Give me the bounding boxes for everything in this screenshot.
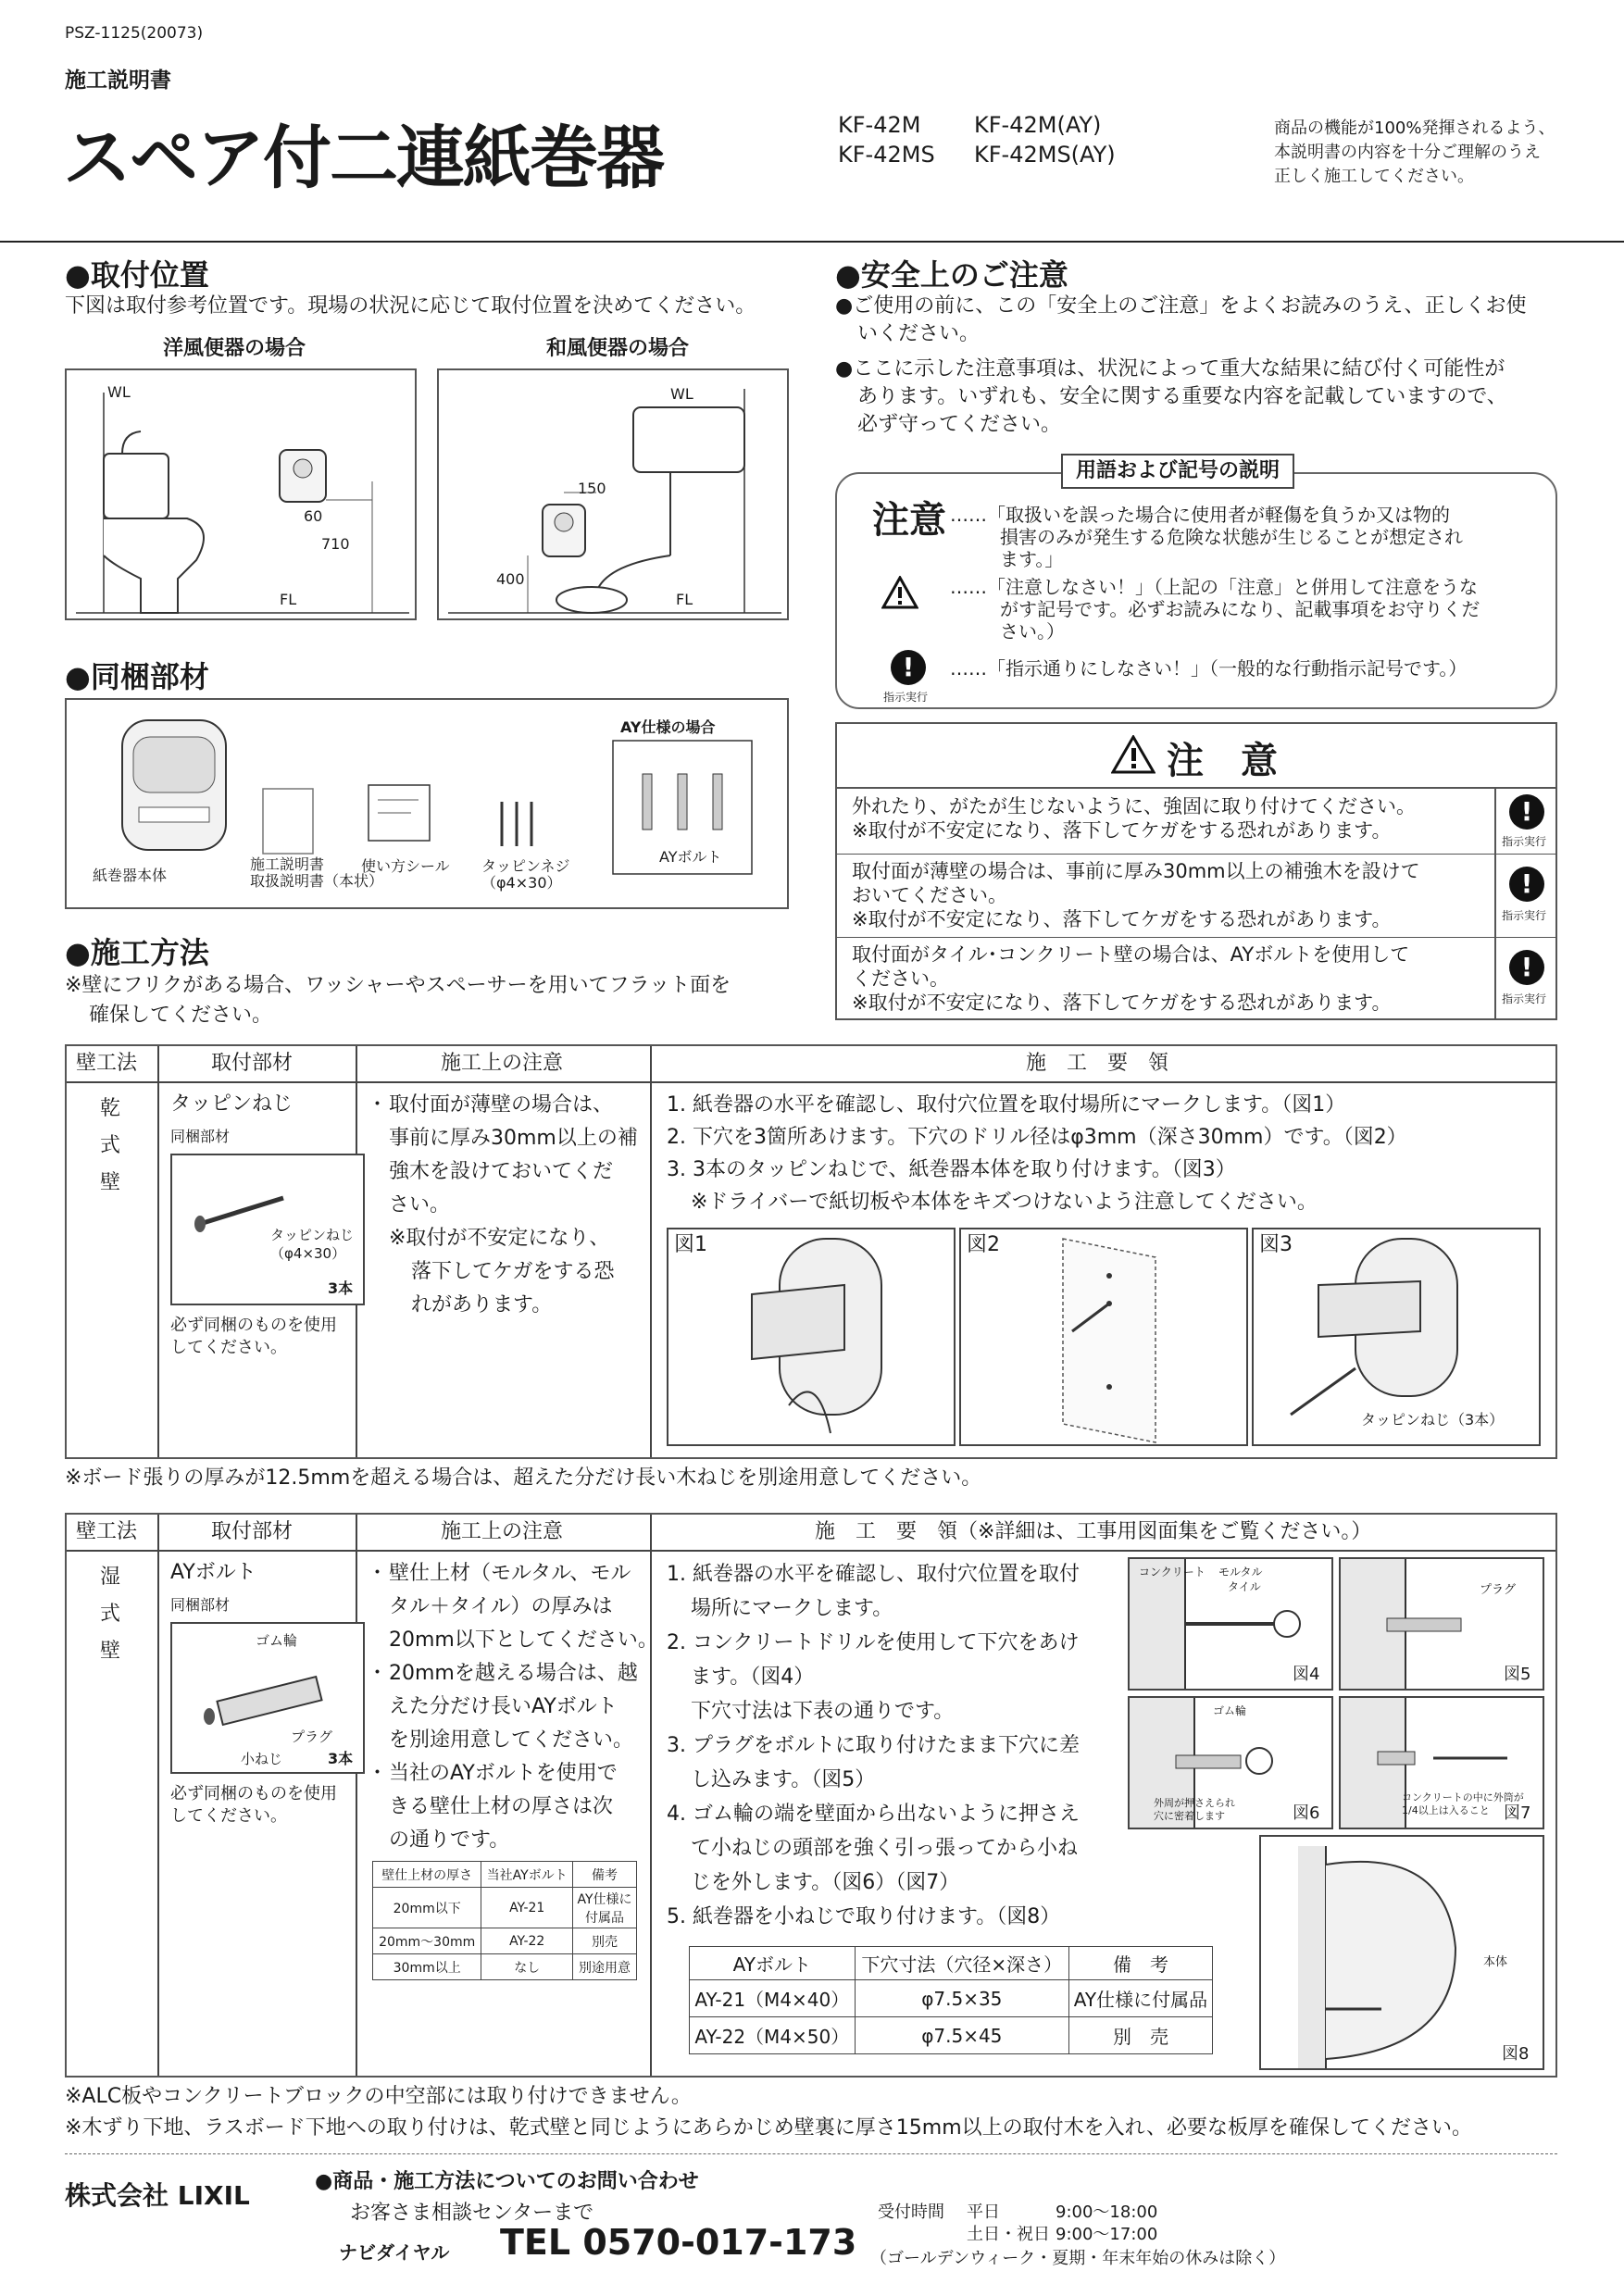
ay-spec-label: AY仕様の場合 <box>620 718 716 736</box>
method-note-2: 確保してください。 <box>89 1004 273 1027</box>
dry-steps: 1. 紙巻器の水平を確認し、取付穴位置を取付場所にマークします。（図1） 2. 下穴を3箇所あけます。下穴のドリル径はφ3mm（深さ30mm）です。（図2） 3. 3本のタッピンねじで、紙巻器本体を取り付けます。（図3） ※ドライバーで紙切板や本体をキズつけないよう注意してください。 <box>667 1093 1407 1214</box>
weekend-time: 9:00～17:00 <box>1056 2225 1158 2244</box>
dry-wall-type: 乾 式 壁 <box>100 1097 121 1194</box>
wet-bolt-figure: ゴム輪 プラグ 小ねじ 3本 <box>170 1622 365 1774</box>
wet-qty: 3本 <box>328 1750 354 1767</box>
wet-notes: ･ 壁仕上材（モルタル、モル タル＋タイル）の厚みは 20mm以下としてください。 ･ 20mmを越える場合は、越 えた分だけ長いAYボルト を別途用意してください。 ･ 当社のAYボルトを使用で きる壁仕上材の厚さは次 の通りです。 <box>372 1562 658 1852</box>
alc-note: ※ALC板やコンクリートブロックの中空部には取り付けできません。 <box>65 2085 692 2108</box>
dry-must: 必ず同梱のものを使用 してください。 <box>170 1316 337 1357</box>
caution-box <box>835 722 1557 1020</box>
method-note-1: ※壁にフリクがある場合、ワッシャーやスペーサーを用いてフラット面を <box>65 974 731 997</box>
figure-3: 図3 タッピンねじ（3本） <box>1252 1228 1541 1446</box>
contact-title: ●商品・施工方法についてのお問い合わせ <box>315 2170 699 2193</box>
hours-label: 受付時間 <box>878 2202 944 2222</box>
part-body: 紙巻器本体 <box>93 867 168 884</box>
model-1: KF-42M <box>838 112 921 138</box>
dry-header-steps: 施 工 要 領 <box>1026 1052 1169 1075</box>
chuui-word: 注意 <box>872 499 946 542</box>
western-toilet-drawing <box>67 370 415 618</box>
dry-wall-table <box>65 1044 1557 1459</box>
instruction-mark-icon: ! <box>1509 867 1544 902</box>
intro-text: 商品の機能が100%発揮されるよう、 本説明書の内容を十分ご理解のうえ 正しく施工してください。 <box>1274 119 1555 186</box>
contact-center: お客さま相談センターまで <box>350 2202 594 2225</box>
dry-notes: ･ 取付面が薄壁の場合は、 事前に厚み30mm以上の補 強木を設けておいてくだ さい。 ※取付が不安定になり、 落下してケガをする恐 れがあります。 <box>372 1093 638 1316</box>
figure-1: 図1 <box>667 1228 956 1446</box>
position-desc: 下図は取付参考位置です。現場の状況に応じて取付位置を決めてください。 <box>65 294 756 318</box>
dry-member-sub: 同梱部材 <box>170 1128 231 1145</box>
weekday-time: 9:00～18:00 <box>1056 2202 1158 2222</box>
figure-8: 本体 図8 <box>1259 1835 1544 2070</box>
term-1: ……「取扱いを誤った場合に使用者が軽傷を負うか又は物的 損害のみが発生する危険な状態が生じることが想定され ます。」 <box>950 504 1463 570</box>
wet-header-member: 取付部材 <box>211 1520 294 1543</box>
wet-header-steps: 施 工 要 領（※詳細は、工事用図面集をご覧ください。） <box>815 1520 1372 1543</box>
part-usage-manual: 取扱説明書（本状） <box>250 872 384 890</box>
figure-5: プラグ 図5 <box>1339 1557 1544 1691</box>
caution-title: 注 意 <box>1167 740 1278 782</box>
header-rule <box>0 241 1624 243</box>
model-3: KF-42MS <box>838 142 935 168</box>
board-note: ※ボード張りの厚みが12.5mmを超える場合は、超えた分だけ長い木ねじを別途用意してください。 <box>65 1466 982 1490</box>
japanese-toilet-figure <box>437 368 789 620</box>
part-manual: 施工説明書 <box>250 855 325 873</box>
figure-6: ゴム輪 外周が押さえられ 穴に密着します 図6 <box>1128 1696 1333 1829</box>
footer-rule <box>65 2153 1557 2155</box>
dry-header-member: 取付部材 <box>211 1052 294 1075</box>
lath-note: ※木ずり下地、ラスボード下地への取り付けは、乾式壁と同じようにあらかじめ壁裏に厚さ15mm以上の取付木を入れ、必要な板厚を確保してください。 <box>65 2116 1472 2140</box>
figure-2: 図2 <box>959 1228 1248 1446</box>
fl-label-japanese: FL <box>676 591 693 608</box>
instruction-mark-icon: ! <box>1509 950 1544 985</box>
caution-row-2: 取付面が薄壁の場合は、事前に厚み30mm以上の補強木を設けて おいてください。 ※取付が不安定になり、落下してケガをする恐れがあります。 ! 指示実行 <box>837 854 1555 938</box>
thickness-table: 壁仕上材の厚さ 当社AYボルト 備考 20mm以下 AY-21 AY仕様に付属品 20mm～30mm AY-22 別売 30mm以上 なし 別途用意 <box>372 1861 637 1980</box>
wet-member-sub: 同梱部材 <box>170 1596 231 1614</box>
instruction-mark-icon: ! <box>891 650 926 685</box>
safety-bullet-1: ●ご使用の前に、この「安全上のご注意」をよくお読みのうえ、正しくお使 いください。 <box>835 294 1527 345</box>
warning-triangle-icon <box>881 576 918 609</box>
wl-label-japanese: WL <box>670 385 693 403</box>
safety-bullet-2: ●ここに示した注意事項は、状況によって重大な結果に結び付く可能性が あります。いずれも、安全に関する重要な内容を記載していますので、 必ず守ってください。 <box>835 357 1507 436</box>
part-ay-bolt: AYボルト <box>659 848 722 866</box>
wet-member: AYボルト <box>170 1561 256 1584</box>
part-screw: タッピンネジ <box>481 857 570 875</box>
figure-4: コンクリート モルタル タイル 図4 <box>1128 1557 1333 1691</box>
wl-label-western: WL <box>107 383 131 401</box>
method-heading: ●施工方法 <box>65 935 209 970</box>
caution-row-3: 取付面がタイル･コンクリート壁の場合は、AYボルトを使用して ください。 ※取付が不安定になり、落下してケガをする恐れがあります。 ! 指示実行 <box>837 937 1555 1018</box>
dim-150: 150 <box>578 480 606 497</box>
navi-dial: ナビダイヤル <box>339 2241 450 2264</box>
dry-screw-figure: タッピンねじ （φ4×30） 3本 <box>170 1154 365 1305</box>
dim-400: 400 <box>496 570 525 588</box>
doc-code: PSZ-1125(20073) <box>65 24 204 43</box>
weekend-label: 土日・祝日 <box>967 2225 1050 2244</box>
instruction-mark-icon: ! <box>1509 794 1544 830</box>
figure-7: コンクリートの中に外筒が 1/4以上は入ること 図7 <box>1339 1696 1544 1829</box>
wet-header-notes: 施工上の注意 <box>441 1520 564 1543</box>
wet-wall-table <box>65 1513 1557 2078</box>
position-heading: ●取付位置 <box>65 257 209 293</box>
dry-member: タッピンねじ <box>170 1092 294 1116</box>
dry-header-wall: 壁工法 <box>76 1052 138 1075</box>
wet-header-wall: 壁工法 <box>76 1520 138 1543</box>
safety-heading: ●安全上のご注意 <box>835 257 1068 293</box>
instruction-mark-label: 指示実行 <box>883 691 929 704</box>
weekday-label: 平日 <box>967 2202 1000 2222</box>
japanese-label: 和風便器の場合 <box>546 337 690 360</box>
model-4: KF-42MS(AY) <box>974 142 1116 168</box>
term-3: ……「指示通りにしなさい！」（一般的な行動指示記号です。） <box>950 657 1468 680</box>
fl-label-western: FL <box>280 591 297 608</box>
fig3-screw-label: タッピンねじ（3本） <box>1361 1411 1505 1429</box>
bolt-table: AYボルト 下穴寸法（穴径×深さ） 備 考 AY-21（M4×40） φ7.5×35 AY仕様に付属品 AY-22（M4×50） φ7.5×45 別 売 <box>689 1946 1213 2054</box>
page-title: スペア付二連紙巻器 <box>63 119 663 198</box>
parts-heading: ●同梱部材 <box>65 659 209 694</box>
doc-type: 施工説明書 <box>65 69 171 93</box>
dry-header-notes: 施工上の注意 <box>441 1052 564 1075</box>
wet-wall-type: 湿 式 壁 <box>100 1566 121 1663</box>
part-sticker: 使い方シール <box>361 857 450 875</box>
caution-row-1: 外れたり、がたが生じないように、強固に取り付けてください。 ※取付が不安定になり、落下してケガをする恐れがあります。 ! 指示実行 <box>837 787 1555 855</box>
tel-number: TEL 0570-017-173 <box>500 2222 857 2263</box>
western-label: 洋風便器の場合 <box>163 337 306 360</box>
holiday-note: （ゴールデンウィーク・夏期・年末年始の休みは除く） <box>870 2249 1286 2268</box>
part-screw-size: （φ4×30） <box>481 874 562 892</box>
dim-60: 60 <box>304 507 323 525</box>
dry-qty: 3本 <box>328 1279 354 1297</box>
model-2: KF-42M(AY) <box>974 112 1102 138</box>
wet-must: 必ず同梱のものを使用 してください。 <box>170 1784 337 1826</box>
terms-title: 用語および記号の説明 <box>1061 454 1294 489</box>
japanese-toilet-drawing <box>439 370 787 618</box>
company-name: 株式会社 LIXIL <box>65 2180 250 2211</box>
caution-triangle-icon <box>1111 735 1156 774</box>
western-toilet-figure <box>65 368 417 620</box>
wet-steps: 1. 紙巻器の水平を確認し、取付穴位置を取付 場所にマークします。 2. コンクリートドリルを使用して下穴をあけ ます。（図4） 下穴寸法は下表の通りです。 3. プラグをボルトに取り付けたまま下穴に差 し込みます。（図5） 4. ゴム輪の端を壁面から出ないように押さえ て小ねじの頭部を強く引っ張ってから小ね じを外します。（図6）（図7） 5. 紙巻器を小ねじで取り付けます。（図8） <box>667 1563 1080 1928</box>
parts-box <box>65 698 789 909</box>
term-2: ……「注意しなさい！」（上記の「注意」と併用して注意をうな がす記号です。必ずお読みになり、記載事項をお守りくだ さい。） <box>950 576 1480 643</box>
dim-710: 710 <box>321 535 350 553</box>
